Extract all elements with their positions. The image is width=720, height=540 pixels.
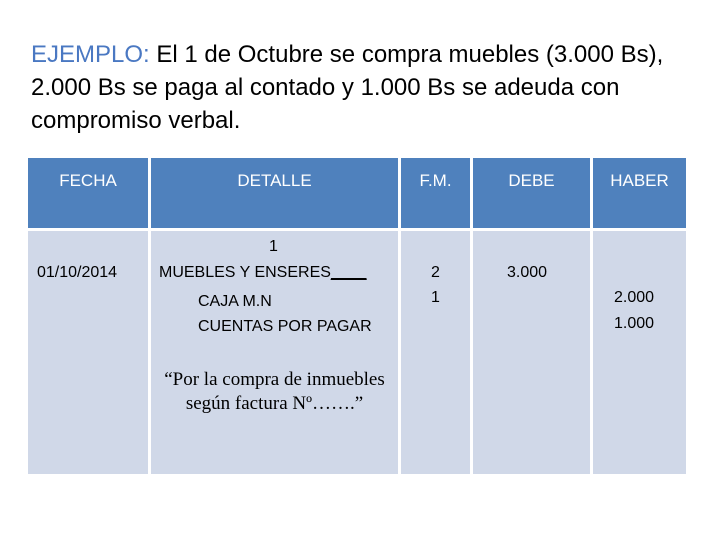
haber-amount-payable: 1.000: [614, 315, 655, 332]
entry-gloss: “Por la compra de inmuebles según factura Nº…….”: [164, 369, 385, 414]
credit-account-payable: CUENTAS POR PAGAR: [198, 318, 372, 335]
detail-underline: ____: [330, 264, 367, 281]
fm-debit: 2: [431, 264, 440, 281]
haber-cell: [593, 231, 686, 474]
detail-line: [159, 264, 367, 282]
header-fecha: FECHA: [28, 158, 148, 228]
intro-text: El 1 de Octubre se compra muebles (3.000 Bs), 2.000 Bs se paga al contado y 1.000 Bs se adeuda con compromiso verbal.: [31, 41, 664, 134]
entry-number: 1: [269, 238, 278, 255]
journal-table: [28, 158, 686, 474]
haber-amount-cash: 2.000: [614, 289, 655, 306]
debit-account: MUEBLES Y ENSERES: [159, 264, 331, 281]
debe-cell: [473, 231, 590, 474]
fecha-cell: [28, 231, 148, 474]
fm-credit: 1: [431, 289, 440, 306]
fm-cell: [401, 231, 470, 474]
intro-paragraph: [31, 38, 701, 137]
header-haber: HABER: [593, 158, 686, 228]
detalle-cell: [151, 231, 398, 474]
header-debe: DEBE: [473, 158, 590, 228]
debe-amount: 3.000: [507, 264, 548, 281]
credit-account-cash: CAJA M.N: [198, 293, 272, 310]
intro-lead: EJEMPLO:: [31, 41, 150, 68]
entry-date: 01/10/2014: [37, 264, 118, 281]
header-detalle: DETALLE: [151, 158, 398, 228]
header-fm: F.M.: [401, 158, 470, 228]
